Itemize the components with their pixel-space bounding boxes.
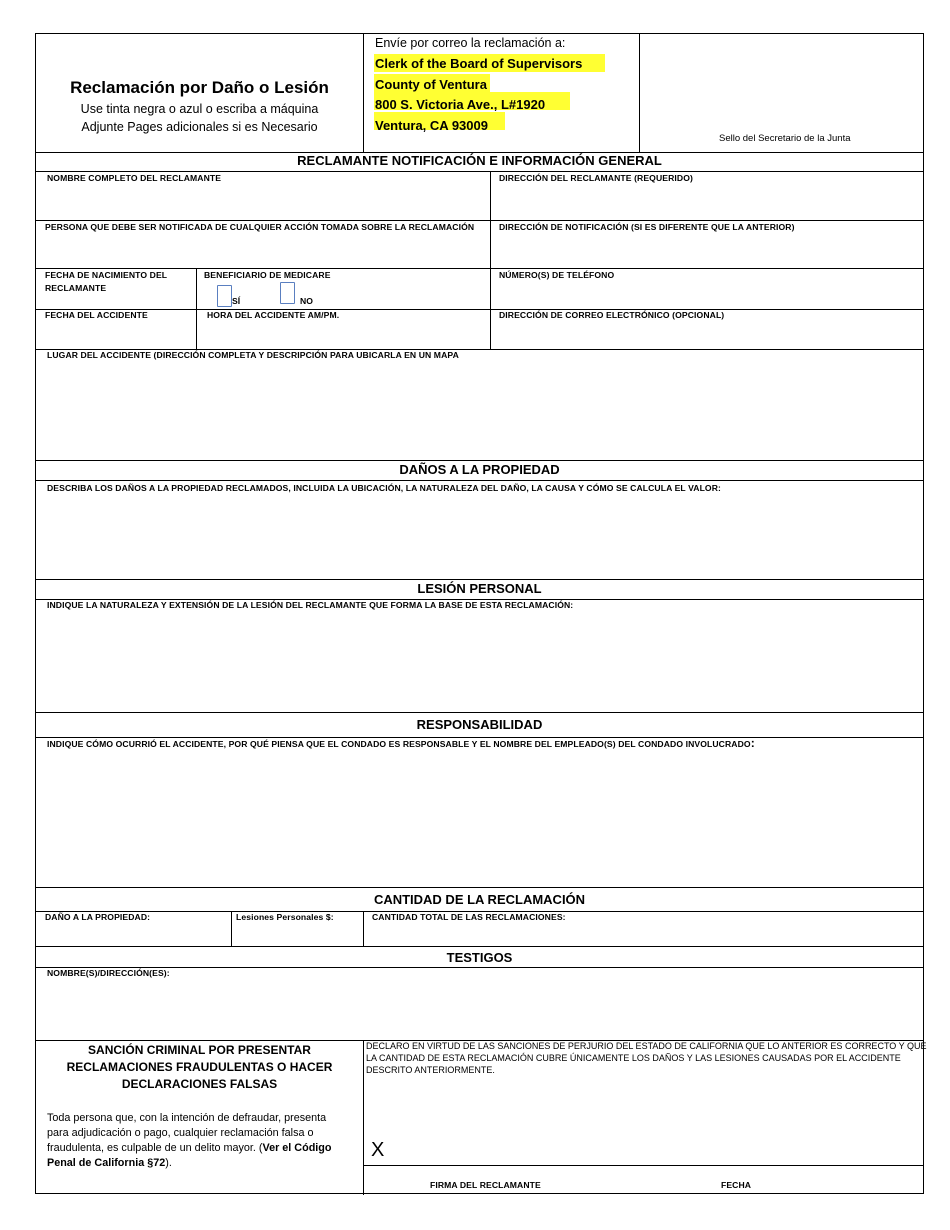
divider [36, 480, 923, 481]
divider [490, 171, 491, 349]
section-amount-title: CANTIDAD DE LA RECLAMACIÓN [373, 892, 586, 907]
penalty-text-line: para adjudicación o pago, cualquier reclamación falsa o [47, 1127, 314, 1139]
dob-label: FECHA DE NACIMIENTO DEL [45, 270, 168, 280]
address-line: County of Ventura [375, 76, 487, 92]
penalty-text [47, 1111, 331, 1171]
penalty-text-line: Penal de California §72). [47, 1157, 172, 1169]
accident-time-label: HORA DEL ACCIDENTE AM/PM. [207, 310, 340, 320]
divider [36, 220, 923, 221]
accident-date-label: FECHA DEL ACCIDENTE [45, 310, 148, 320]
section-liability-title: RESPONSABILIDAD [416, 717, 543, 732]
phone-label: NÚMERO(S) DE TELÉFONO [499, 270, 615, 280]
witness-names-label: NOMBRE(S)/DIRECCIÓN(ES): [47, 968, 170, 978]
divider [36, 887, 923, 888]
address-line: Ventura, CA 93009 [375, 117, 488, 133]
form-subtitle: Use tinta negra o azul o escriba a máquina [80, 102, 319, 116]
full-name-label: NOMBRE COMPLETO DEL RECLAMANTE [47, 173, 222, 183]
dob-label-2: RECLAMANTE [45, 283, 107, 293]
section-witnesses-title: TESTIGOS [446, 950, 513, 965]
divider [36, 946, 923, 947]
declaration-line: DESCRITO ANTERIORMENTE. [366, 1065, 495, 1075]
divider [36, 460, 923, 461]
divider [363, 34, 364, 152]
injury-description-label: INDIQUE LA NATURALEZA Y EXTENSIÓN DE LA LESIÓN DEL RECLAMANTE QUE FORMA LA BASE DE ESTA RECLAMACIÓN: [47, 600, 574, 610]
penalty-title-line: DECLARACIONES FALSAS [121, 1077, 278, 1091]
medicare-no-checkbox[interactable] [280, 282, 295, 304]
penalty-title-line: RECLAMACIONES FRAUDULENTAS O HACER [66, 1060, 333, 1074]
medicare-no-label: NO [300, 296, 313, 306]
form-subtitle: Adjunte Pages adicionales si es Necesario [81, 120, 318, 134]
section-injury-title: LESIÓN PERSONAL [417, 581, 542, 596]
divider [36, 712, 923, 713]
claim-form [35, 33, 927, 1194]
divider [36, 171, 923, 172]
divider [36, 579, 923, 580]
penalty-text-line: fraudulenta, es culpable de un delito mayor. (Ver el Código [47, 1142, 332, 1154]
form-title: Reclamación por Daño o Lesión [70, 78, 329, 97]
divider [639, 34, 640, 152]
divider [36, 268, 923, 269]
divider [363, 911, 364, 946]
property-damage-amount-label: DAÑO A LA PROPIEDAD: [45, 912, 151, 922]
email-label: DIRECCIÓN DE CORREO ELECTRÓNICO (OPCIONAL) [499, 310, 725, 320]
mail-to-label: Envíe por correo la reclamación a: [375, 36, 566, 50]
notify-address-label: DIRECCIÓN DE NOTIFICACIÓN (SI ES DIFERENTE QUE LA ANTERIOR) [499, 222, 795, 232]
signature-mark: X [371, 1139, 385, 1161]
personal-injury-amount-label: Lesiones Personales $: [236, 912, 334, 922]
notify-person-label: PERSONA QUE DEBE SER NOTIFICADA DE CUALQUIER ACCIÓN TOMADA SOBRE LA RECLAMACIÓN [45, 222, 475, 232]
section-property-title: DAÑOS A LA PROPIEDAD [399, 462, 560, 477]
declaration-text [366, 1040, 926, 1076]
signature-line [363, 1165, 923, 1166]
divider [36, 309, 923, 310]
medicare-yes-label: SÍ [232, 296, 241, 306]
address-line: Clerk of the Board of Supervisors [375, 56, 583, 71]
penalty-text-line: Toda persona que, con la intención de defraudar, presenta [47, 1112, 327, 1124]
date-label: FECHA [721, 1180, 752, 1190]
medicare-yes-checkbox[interactable] [217, 285, 232, 307]
total-amount-label: CANTIDAD TOTAL DE LAS RECLAMACIONES: [372, 912, 566, 922]
liability-description-label: INDIQUE CÓMO OCURRIÓ EL ACCIDENTE, POR QUÉ PIENSA QUE EL CONDADO ES RESPONSABLE Y EL NOMBRE DEL EMPLEADO(S) DEL CONDADO INVOLUCRADO: [47, 736, 755, 750]
section-general-title: RECLAMANTE NOTIFICACIÓN E INFORMACIÓN GENERAL [297, 153, 662, 168]
declaration-line: LA CANTIDAD DE ESTA RECLAMACIÓN CUBRE ÚNICAMENTE LOS DAÑOS Y LAS LESIONES CAUSADAS POR EL ACCIDENTE [366, 1053, 901, 1063]
declaration-line: DECLARO EN VIRTUD DE LAS SANCIONES DE PERJURIO DEL ESTADO DE CALIFORNIA QUE LO ANTERIOR ES CORRECTO Y QUE [366, 1041, 927, 1051]
accident-location-label: LUGAR DEL ACCIDENTE (DIRECCIÓN COMPLETA Y DESCRIPCIÓN PARA UBICARLA EN UN MAPA [47, 350, 459, 360]
penalty-title [36, 1042, 363, 1093]
medicare-label: BENEFICIARIO DE MEDICARE [204, 270, 331, 280]
mailing-address [375, 54, 582, 136]
penalty-title-line: SANCIÓN CRIMINAL POR PRESENTAR [88, 1043, 311, 1057]
signature-label: FIRMA DEL RECLAMANTE [430, 1180, 541, 1190]
divider [231, 911, 232, 946]
property-description-label: DESCRIBA LOS DAÑOS A LA PROPIEDAD RECLAMADOS, INCLUIDA LA UBICACIÓN, LA NATURALEZA DEL DAÑO, LA CAUSA Y CÓMO SE CALCULA EL VALOR: [47, 483, 721, 493]
clerk-stamp-label: Sello del Secretario de la Junta [719, 133, 851, 144]
divider [363, 1040, 364, 1195]
claimant-address-label: DIRECCIÓN DEL RECLAMANTE (REQUERIDO) [499, 173, 693, 183]
address-line: 800 S. Victoria Ave., L#1920 [375, 97, 546, 112]
